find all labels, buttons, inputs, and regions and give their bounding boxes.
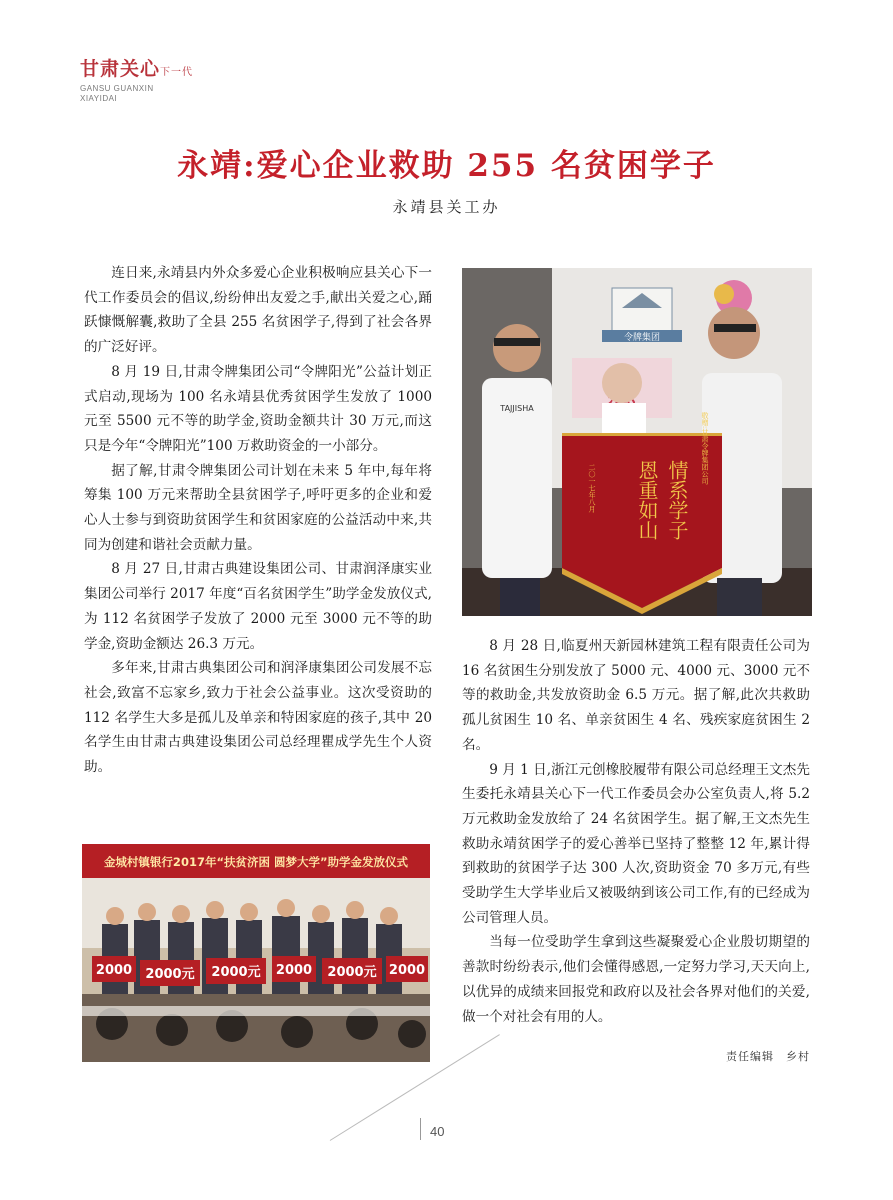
board-label: 2000元 [327,965,377,980]
paragraph: 多年来,甘肃古典集团公司和润泽康集团公司发展不忘社会,致富不忘家乡,致力于社会公益事业。这次受资助的 112 名学生大多是孤儿及单亲和特困家庭的孩子,其中 20 名学生由甘肃古典建设集团公司总经理瞿成学先生个人资助。 [84,660,432,776]
paragraph: 8 月 28 日,临夏州天新园林建筑工程有限责任公司为 16 名贫困生分别发放了 5000 元、4000 元、3000 元不等的救助金,共发放资助金 6.5 万元。据了解,此次共救助孤儿贫困生 10 名、单亲贫困生 4 名、残疾家庭贫困生 2 名。 [462,638,810,753]
photo-pennant-ceremony [462,268,812,616]
left-column [84,261,432,780]
board-label: 2000元 [145,967,195,982]
page-number: 40 [430,1124,445,1139]
pennant-line2: 恩重如山 [635,460,659,540]
pennant-presenter: 敬赠:甘肃令牌集团公司 [701,411,709,485]
paragraph: 连日来,永靖县内外众多爱心企业积极响应县关心下一代工作委员会的倡议,纷纷伸出友爱之手,献出关爱之心,踊跃慷慨解囊,救助了全县 255 名贫困学子,得到了社会各界的广泛好评。 [84,265,432,356]
board-label: 2000 [388,963,426,978]
paragraph: 8 月 19 日,甘肃令牌集团公司“令牌阳光”公益计划正式启动,现场为 100 名永靖县优秀贫困学生发放了 1000 元至 5500 元不等的助学金,资助金额共计 30 万元,而这只是今年“令牌阳光”100 万救助资金的一小部分。 [84,363,432,454]
article-title: 永靖:爱心企业救助 255 名贫困学子 [177,148,716,184]
right-column [462,634,810,1029]
logo-sub-line1: GANSU GUANXIN [80,84,154,93]
board-label: 2000 [275,963,313,978]
logo-main-text: 甘肃关心 [80,58,161,80]
paragraph: 9 月 1 日,浙江元创橡胶履带有限公司总经理王文杰先生委托永靖县关心下一代工作委员会办公室负责人,将 5.2 万元救助金发放给了 24 名贫困学生。据了解,王文杰先生救助永靖贫困学子的爱心善举已坚持了整整 12 年,累计得到救助的贫困学子达 300 人次,资助资金 70 多万元,有些受助学生大学毕业后又被吸纳到该公司工作,有的已经成为公司管理人员。 [462,761,810,926]
logo-sub-line2: XIAYIDAI [80,94,118,103]
photo-pennant-illustration [462,268,812,616]
pennant-line1: 情系学子 [665,460,689,540]
logo-small-text: 下一代 [160,67,194,78]
shirt-text: TAJJISHA [500,404,534,413]
pennant-date: 二〇一七年八月 [588,463,596,513]
board-label: 2000 [95,963,133,978]
photo-ceremony-illustration [82,844,430,1062]
board-label: 2000元 [211,965,261,980]
responsible-editor: 责任编辑 乡村 [726,1051,810,1063]
photo-scholarship-ceremony [82,844,430,1062]
page-number-divider [420,1118,421,1140]
banner-text: 令牌集团 [623,333,661,343]
article-author: 永靖县关工办 [392,198,501,216]
magazine-logo [80,58,193,104]
ceremony-banner: 金城村镇银行2017年“扶贫济困 圆梦大学”助学金发放仪式 [103,855,409,869]
paragraph: 8 月 27 日,甘肃古典建设集团公司、甘肃润泽康实业集团公司举行 2017 年度“百名贫困学生”助学金发放仪式,为 112 名贫困学子发放了 2000 元至 3000 元不等的助学金,资助金额达 26.3 万元。 [84,561,432,652]
paragraph: 当每一位受助学生拿到这些凝聚爱心企业殷切期望的善款时纷纷表示,他们会懂得感恩,一定努力学习,天天向上,以优异的成绩来回报党和政府以及社会各界对他们的关爱,做一个对社会有用的人。 [462,934,810,1025]
paragraph: 据了解,甘肃令牌集团公司计划在未来 5 年中,每年将筹集 100 万元来帮助全县贫困学子,呼吁更多的企业和爱心人士参与到资助贫困学生和贫困家庭的公益活动中来,共同为创建和谐社会贡献力量。 [84,462,432,553]
